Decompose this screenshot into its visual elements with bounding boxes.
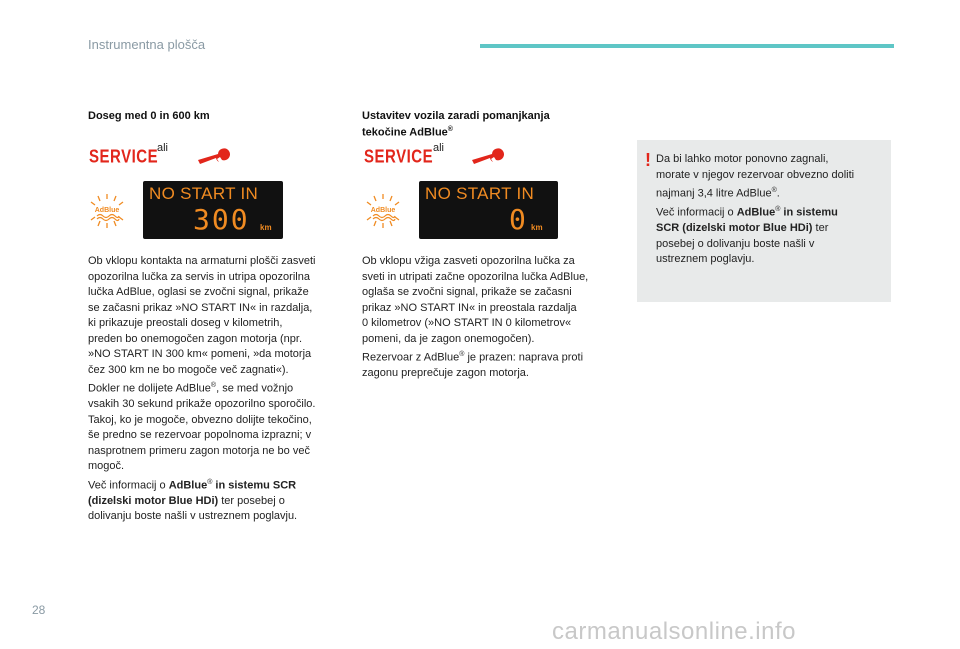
lcd-unit: km (531, 223, 543, 232)
page-header-title: Instrumentna plošča (88, 37, 206, 52)
lcd-no-start-text: NO START IN (425, 184, 535, 203)
wrench-icon (196, 146, 230, 166)
watermark: carmanualsonline.info (552, 618, 796, 645)
middle-body-text: Ob vklopu vžiga zasveti opozorilna lučka za sveti in utripati začne opozorilna lučka AdBlue, oglaša se zvočni signal, prikaže se začasni prikaz »NO START IN« in preostala razdalja 0 kilometrov (»NO START IN 0 kilometrov« pomeni, da je zagon onemogočen). Rezervoar z AdBlue® je prazen: naprava proti zagonu preprečuje zagon motorja. (362, 255, 589, 380)
lcd-range-value: 300 (193, 203, 250, 236)
warning-note-text: Da bi lahko motor ponovno zagnali, morate v njegov rezervoar obvezno doliti najmanj 3,4 litre AdBlue®. Več informacij o AdBlue® in sistemu SCR (dizelski motor Blue HDi) ter posebej o dolivanju boste našli v ustreznem poglavju. (656, 153, 855, 266)
lcd-no-start-text: NO START IN (149, 184, 259, 203)
middle-ali-label: ali (433, 142, 445, 154)
middle-heading: Ustavitev vozila zaradi pomanjkanja tekočine AdBlue® (362, 110, 550, 139)
left-ali-label: ali (157, 142, 169, 154)
warning-exclamation-icon: ! (645, 150, 651, 170)
middle-lcd-display (419, 181, 558, 239)
adblue-label: AdBlue (370, 207, 396, 214)
left-lcd-display (143, 181, 283, 239)
wrench-icon (470, 146, 504, 166)
lcd-range-value: 0 (509, 203, 528, 236)
page-number: 28 (32, 603, 46, 617)
header-accent-bar (480, 44, 894, 48)
lcd-unit: km (260, 223, 272, 232)
left-body-text: Ob vklopu kontakta na armaturni plošči zasveti opozorilna lučka za servis in utripa opozorilna lučka AdBlue, oglasi se zvočni signal, prikaže se začasni prikaz »NO START IN« in razdalja, ki prikazuje preostali doseg v kilometrih, preden bo onemogočen zagon motorja (npr. »NO START IN 300 km« pomeni, »da motorja čez 300 km ne bo mogoče več zagnati«). Dokler ne dolijete AdBlue®, se med vožnjo vsakih 30 sekund prikaže opozorilno sporočilo. Takoj, ko je mogoče, obvezno dolijte tekočino, še predno se rezervoar popolnoma izprazni; v nasprotnem primeru zagon motorja ne bo več mogoč. Več informacij o AdBlue® in sistemu SCR (dizelski motor Blue HDi) ter posebej o dolivanju boste našli v ustreznem poglavju. (88, 255, 316, 523)
adblue-label: AdBlue (94, 207, 120, 214)
service-warning-icon: SERVICE (364, 146, 434, 168)
adblue-warning-icon (87, 193, 127, 229)
service-warning-icon: SERVICE (89, 146, 159, 168)
left-heading: Doseg med 0 in 600 km (88, 110, 210, 122)
adblue-warning-icon (363, 193, 403, 229)
